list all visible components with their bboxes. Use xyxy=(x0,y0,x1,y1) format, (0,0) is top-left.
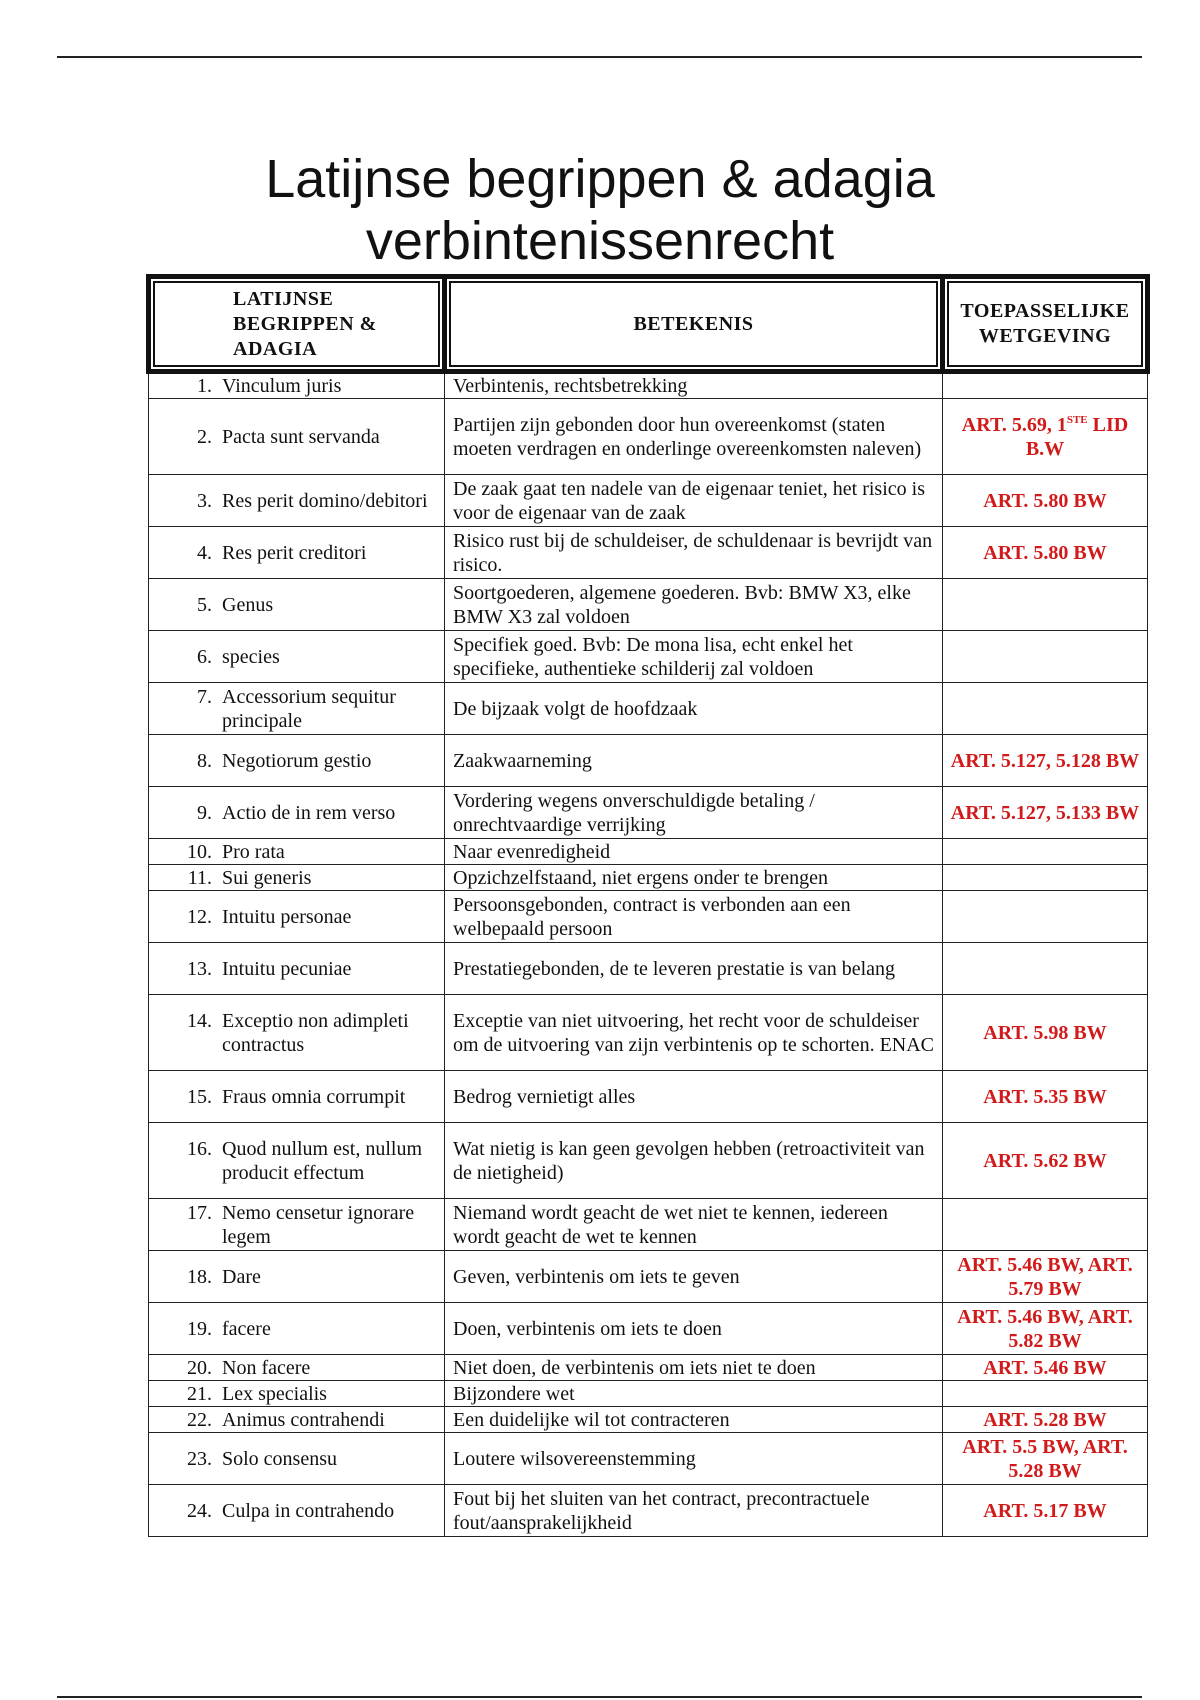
meaning-cell xyxy=(445,1123,943,1199)
legislation-text: ART. 5.127, 5.133 BW xyxy=(950,801,1140,824)
meaning-text: Loutere wilsovereenstemming xyxy=(453,1447,696,1470)
meaning-text: Exceptie van niet uitvoering, het recht voor de schuldeiser om de uitvoering van zijn verbintenis op te schorten. ENAC xyxy=(453,1009,935,1056)
meaning-text: Fout bij het sluiten van het contract, precontractuele fout/aansprakelijkheid xyxy=(453,1487,870,1534)
legislation-cell xyxy=(943,735,1148,787)
meaning-cell xyxy=(445,475,943,527)
legislation-text: ART. 5.62 BW xyxy=(983,1149,1107,1172)
meaning-cell xyxy=(445,683,943,735)
term-number: 14. xyxy=(187,1009,212,1032)
table-row xyxy=(149,1485,1148,1537)
meaning-text: Geven, verbintenis om iets te geven xyxy=(453,1265,740,1288)
legislation-text: ART. 5.69, 1STE LID B.W xyxy=(961,413,1129,460)
table-row xyxy=(149,527,1148,579)
page-title-line-2: verbintenissenrecht xyxy=(365,211,835,271)
term-label: Sui generis xyxy=(222,866,312,889)
meaning-cell xyxy=(445,1071,943,1123)
table-row xyxy=(149,787,1148,839)
meaning-text: De bijzaak volgt de hoofdzaak xyxy=(453,697,698,720)
term-cell xyxy=(149,1407,445,1433)
table-row xyxy=(149,579,1148,631)
term-cell xyxy=(149,1251,445,1303)
legislation-cell xyxy=(943,475,1148,527)
term-label: Accessorium sequitur principale xyxy=(222,685,396,732)
table-row xyxy=(149,1251,1148,1303)
meaning-text: Persoonsgebonden, contract is verbonden aan een welbepaald persoon xyxy=(453,893,851,940)
term-label: Actio de in rem verso xyxy=(222,801,396,824)
term-number: 9. xyxy=(197,801,212,824)
legislation-cell xyxy=(943,683,1148,735)
legislation-cell xyxy=(943,527,1148,579)
legislation-cell xyxy=(943,1433,1148,1485)
term-cell xyxy=(149,1433,445,1485)
meaning-cell xyxy=(445,372,943,399)
term-cell xyxy=(149,1485,445,1537)
table-row xyxy=(149,399,1148,475)
meaning-cell xyxy=(445,839,943,865)
meaning-text: De zaak gaat ten nadele van de eigenaar teniet, het risico is voor de eigenaar van de zaak xyxy=(453,477,925,524)
table-row xyxy=(149,1381,1148,1407)
meaning-text: Verbintenis, rechtsbetrekking xyxy=(453,375,688,397)
term-label: Nemo censetur ignorare legem xyxy=(222,1201,415,1248)
table-row xyxy=(149,1355,1148,1381)
legislation-cell xyxy=(943,1123,1148,1199)
legislation-cell xyxy=(943,865,1148,891)
meaning-text: Niemand wordt geacht de wet niet te kennen, iedereen wordt geacht de wet te kennen xyxy=(453,1201,888,1248)
meaning-cell xyxy=(445,865,943,891)
table-row xyxy=(149,995,1148,1071)
term-cell xyxy=(149,475,445,527)
term-number: 8. xyxy=(197,749,212,772)
legislation-text: ART. 5.28 BW xyxy=(983,1408,1107,1431)
term-cell xyxy=(149,527,445,579)
table-row xyxy=(149,1303,1148,1355)
table-row xyxy=(149,631,1148,683)
term-cell xyxy=(149,865,445,891)
meaning-cell xyxy=(445,1251,943,1303)
term-cell xyxy=(149,995,445,1071)
term-number: 6. xyxy=(197,645,212,668)
header-legislation: TOEPASSELIJKE WETGEVING xyxy=(943,277,1148,372)
meaning-text: Specifiek goed. Bvb: De mona lisa, echt enkel het specifieke, authentieke schilderij zal voldoen xyxy=(453,633,853,680)
meaning-text: Naar evenredigheid xyxy=(453,840,611,863)
term-label: Vinculum juris xyxy=(222,375,342,397)
meaning-cell xyxy=(445,735,943,787)
meaning-text: Prestatiegebonden, de te leveren prestatie is van belang xyxy=(453,957,896,980)
meaning-text: Doen, verbintenis om iets te doen xyxy=(453,1317,722,1340)
meaning-cell xyxy=(445,631,943,683)
term-cell xyxy=(149,631,445,683)
meaning-cell xyxy=(445,1199,943,1251)
term-number: 7. xyxy=(197,685,212,708)
legislation-text: ART. 5.80 BW xyxy=(983,489,1107,512)
term-label: facere xyxy=(222,1317,271,1340)
legislation-text: ART. 5.46 BW xyxy=(983,1356,1107,1379)
meaning-text: Soortgoederen, algemene goederen. Bvb: BMW X3, elke BMW X3 zal voldoen xyxy=(453,581,911,628)
term-cell xyxy=(149,1303,445,1355)
term-number: 10. xyxy=(187,840,212,863)
term-number: 23. xyxy=(187,1447,212,1470)
meaning-cell xyxy=(445,527,943,579)
term-number: 4. xyxy=(197,541,212,564)
legislation-cell xyxy=(943,579,1148,631)
legislation-cell xyxy=(943,787,1148,839)
term-label: Genus xyxy=(222,593,274,616)
legislation-text: ART. 5.80 BW xyxy=(983,541,1107,564)
term-label: Lex specialis xyxy=(222,1382,327,1405)
table-row xyxy=(149,372,1148,399)
term-number: 16. xyxy=(187,1137,212,1160)
table-row xyxy=(149,839,1148,865)
legislation-cell xyxy=(943,1303,1148,1355)
table-body xyxy=(149,372,1148,1537)
legislation-cell xyxy=(943,1381,1148,1407)
header-meaning: BETEKENIS xyxy=(445,277,943,372)
legislation-cell xyxy=(943,631,1148,683)
legislation-cell xyxy=(943,372,1148,399)
term-number: 15. xyxy=(187,1085,212,1108)
terms-table xyxy=(146,274,1150,1537)
term-number: 5. xyxy=(197,593,212,616)
table-row xyxy=(149,735,1148,787)
term-cell xyxy=(149,1071,445,1123)
term-number: 19. xyxy=(187,1317,212,1340)
term-cell xyxy=(149,943,445,995)
legislation-cell xyxy=(943,995,1148,1071)
legislation-cell xyxy=(943,1355,1148,1381)
term-label: Fraus omnia corrumpit xyxy=(222,1085,406,1108)
term-label: Negotiorum gestio xyxy=(222,749,372,772)
table-row xyxy=(149,1433,1148,1485)
table-row xyxy=(149,891,1148,943)
term-cell xyxy=(149,735,445,787)
meaning-cell xyxy=(445,1303,943,1355)
meaning-text: Partijen zijn gebonden door hun overeenkomst (staten moeten verdragen en onderlinge overeenkomsten naleven) xyxy=(453,413,922,460)
term-cell xyxy=(149,1355,445,1381)
term-number: 11. xyxy=(187,866,212,889)
term-number: 20. xyxy=(187,1356,212,1379)
term-label: Res perit domino/debitori xyxy=(222,489,428,512)
term-label: Intuitu pecuniae xyxy=(222,957,352,980)
meaning-text: Wat nietig is kan geen gevolgen hebben (retroactiviteit van de nietigheid) xyxy=(453,1137,925,1184)
meaning-cell xyxy=(445,1433,943,1485)
legislation-text: ART. 5.98 BW xyxy=(983,1021,1107,1044)
table-header-row xyxy=(149,277,1148,372)
table-row xyxy=(149,1407,1148,1433)
term-number: 1. xyxy=(197,375,212,397)
meaning-cell xyxy=(445,1381,943,1407)
term-cell xyxy=(149,1381,445,1407)
term-number: 3. xyxy=(197,489,212,512)
legislation-text: ART. 5.35 BW xyxy=(983,1085,1107,1108)
meaning-text: Zaakwaarneming xyxy=(453,749,592,772)
table-row xyxy=(149,1071,1148,1123)
term-label: Culpa in contrahendo xyxy=(222,1499,395,1522)
term-cell xyxy=(149,1123,445,1199)
legislation-text: ART. 5.46 BW, ART. 5.79 BW xyxy=(957,1253,1133,1300)
page-title-line-1: Latijnse begrippen & adagia xyxy=(265,149,935,209)
legislation-cell xyxy=(943,1485,1148,1537)
term-cell xyxy=(149,399,445,475)
table-row xyxy=(149,865,1148,891)
legislation-cell xyxy=(943,1071,1148,1123)
meaning-cell xyxy=(445,1355,943,1381)
term-number: 12. xyxy=(187,905,212,928)
legislation-text: ART. 5.46 BW, ART. 5.82 BW xyxy=(957,1305,1133,1352)
meaning-cell xyxy=(445,1407,943,1433)
table-row xyxy=(149,943,1148,995)
header-latin-terms: LATIJNSE BEGRIPPEN & ADAGIA xyxy=(149,277,445,372)
meaning-text: Een duidelijke wil tot contracteren xyxy=(453,1408,730,1431)
term-label: Dare xyxy=(222,1265,261,1288)
term-cell xyxy=(149,579,445,631)
meaning-text: Niet doen, de verbintenis om iets niet te doen xyxy=(453,1356,816,1379)
top-rule xyxy=(57,56,1142,58)
term-label: Non facere xyxy=(222,1356,311,1379)
legislation-superscript: STE xyxy=(1066,413,1088,426)
meaning-text: Bijzondere wet xyxy=(453,1382,575,1405)
legislation-cell xyxy=(943,399,1148,475)
term-number: 21. xyxy=(187,1382,212,1405)
legislation-text: ART. 5.17 BW xyxy=(983,1499,1107,1522)
term-label: Animus contrahendi xyxy=(222,1408,385,1431)
meaning-text: Vordering wegens onverschuldigde betaling / onrechtvaardige verrijking xyxy=(453,789,815,836)
legislation-cell xyxy=(943,891,1148,943)
legislation-cell xyxy=(943,1251,1148,1303)
term-label: Solo consensu xyxy=(222,1447,337,1470)
page-title xyxy=(0,148,1200,272)
legislation-text: ART. 5.5 BW, ART. 5.28 BW xyxy=(962,1435,1128,1482)
table-row xyxy=(149,1199,1148,1251)
legislation-cell xyxy=(943,943,1148,995)
term-cell xyxy=(149,372,445,399)
meaning-cell xyxy=(445,579,943,631)
meaning-text: Opzichzelfstaand, niet ergens onder te brengen xyxy=(453,866,829,889)
term-cell xyxy=(149,1199,445,1251)
term-cell xyxy=(149,839,445,865)
meaning-cell xyxy=(445,787,943,839)
meaning-cell xyxy=(445,943,943,995)
meaning-cell xyxy=(445,891,943,943)
term-number: 18. xyxy=(187,1265,212,1288)
term-number: 24. xyxy=(187,1499,212,1522)
term-number: 2. xyxy=(197,425,212,448)
term-label: Pacta sunt servanda xyxy=(222,425,380,448)
legislation-text: ART. 5.127, 5.128 BW xyxy=(950,749,1140,772)
table-row xyxy=(149,1123,1148,1199)
table-row xyxy=(149,683,1148,735)
term-label: Intuitu personae xyxy=(222,905,352,928)
bottom-rule xyxy=(57,1696,1142,1698)
term-cell xyxy=(149,683,445,735)
meaning-text: Risico rust bij de schuldeiser, de schuldenaar is bevrijdt van risico. xyxy=(453,529,933,576)
term-number: 13. xyxy=(187,957,212,980)
meaning-cell xyxy=(445,995,943,1071)
legislation-cell xyxy=(943,1407,1148,1433)
term-label: Exceptio non adimpleti contractus xyxy=(222,1009,409,1056)
legislation-cell xyxy=(943,839,1148,865)
term-number: 17. xyxy=(187,1201,212,1224)
term-label: Res perit creditori xyxy=(222,541,367,564)
meaning-cell xyxy=(445,399,943,475)
meaning-cell xyxy=(445,1485,943,1537)
term-cell xyxy=(149,891,445,943)
term-label: Pro rata xyxy=(222,840,285,863)
term-label: species xyxy=(222,645,280,668)
term-label: Quod nullum est, nullum producit effectum xyxy=(222,1137,422,1184)
term-number: 22. xyxy=(187,1408,212,1431)
legislation-cell xyxy=(943,1199,1148,1251)
meaning-text: Bedrog vernietigt alles xyxy=(453,1085,636,1108)
term-cell xyxy=(149,787,445,839)
table-row xyxy=(149,475,1148,527)
